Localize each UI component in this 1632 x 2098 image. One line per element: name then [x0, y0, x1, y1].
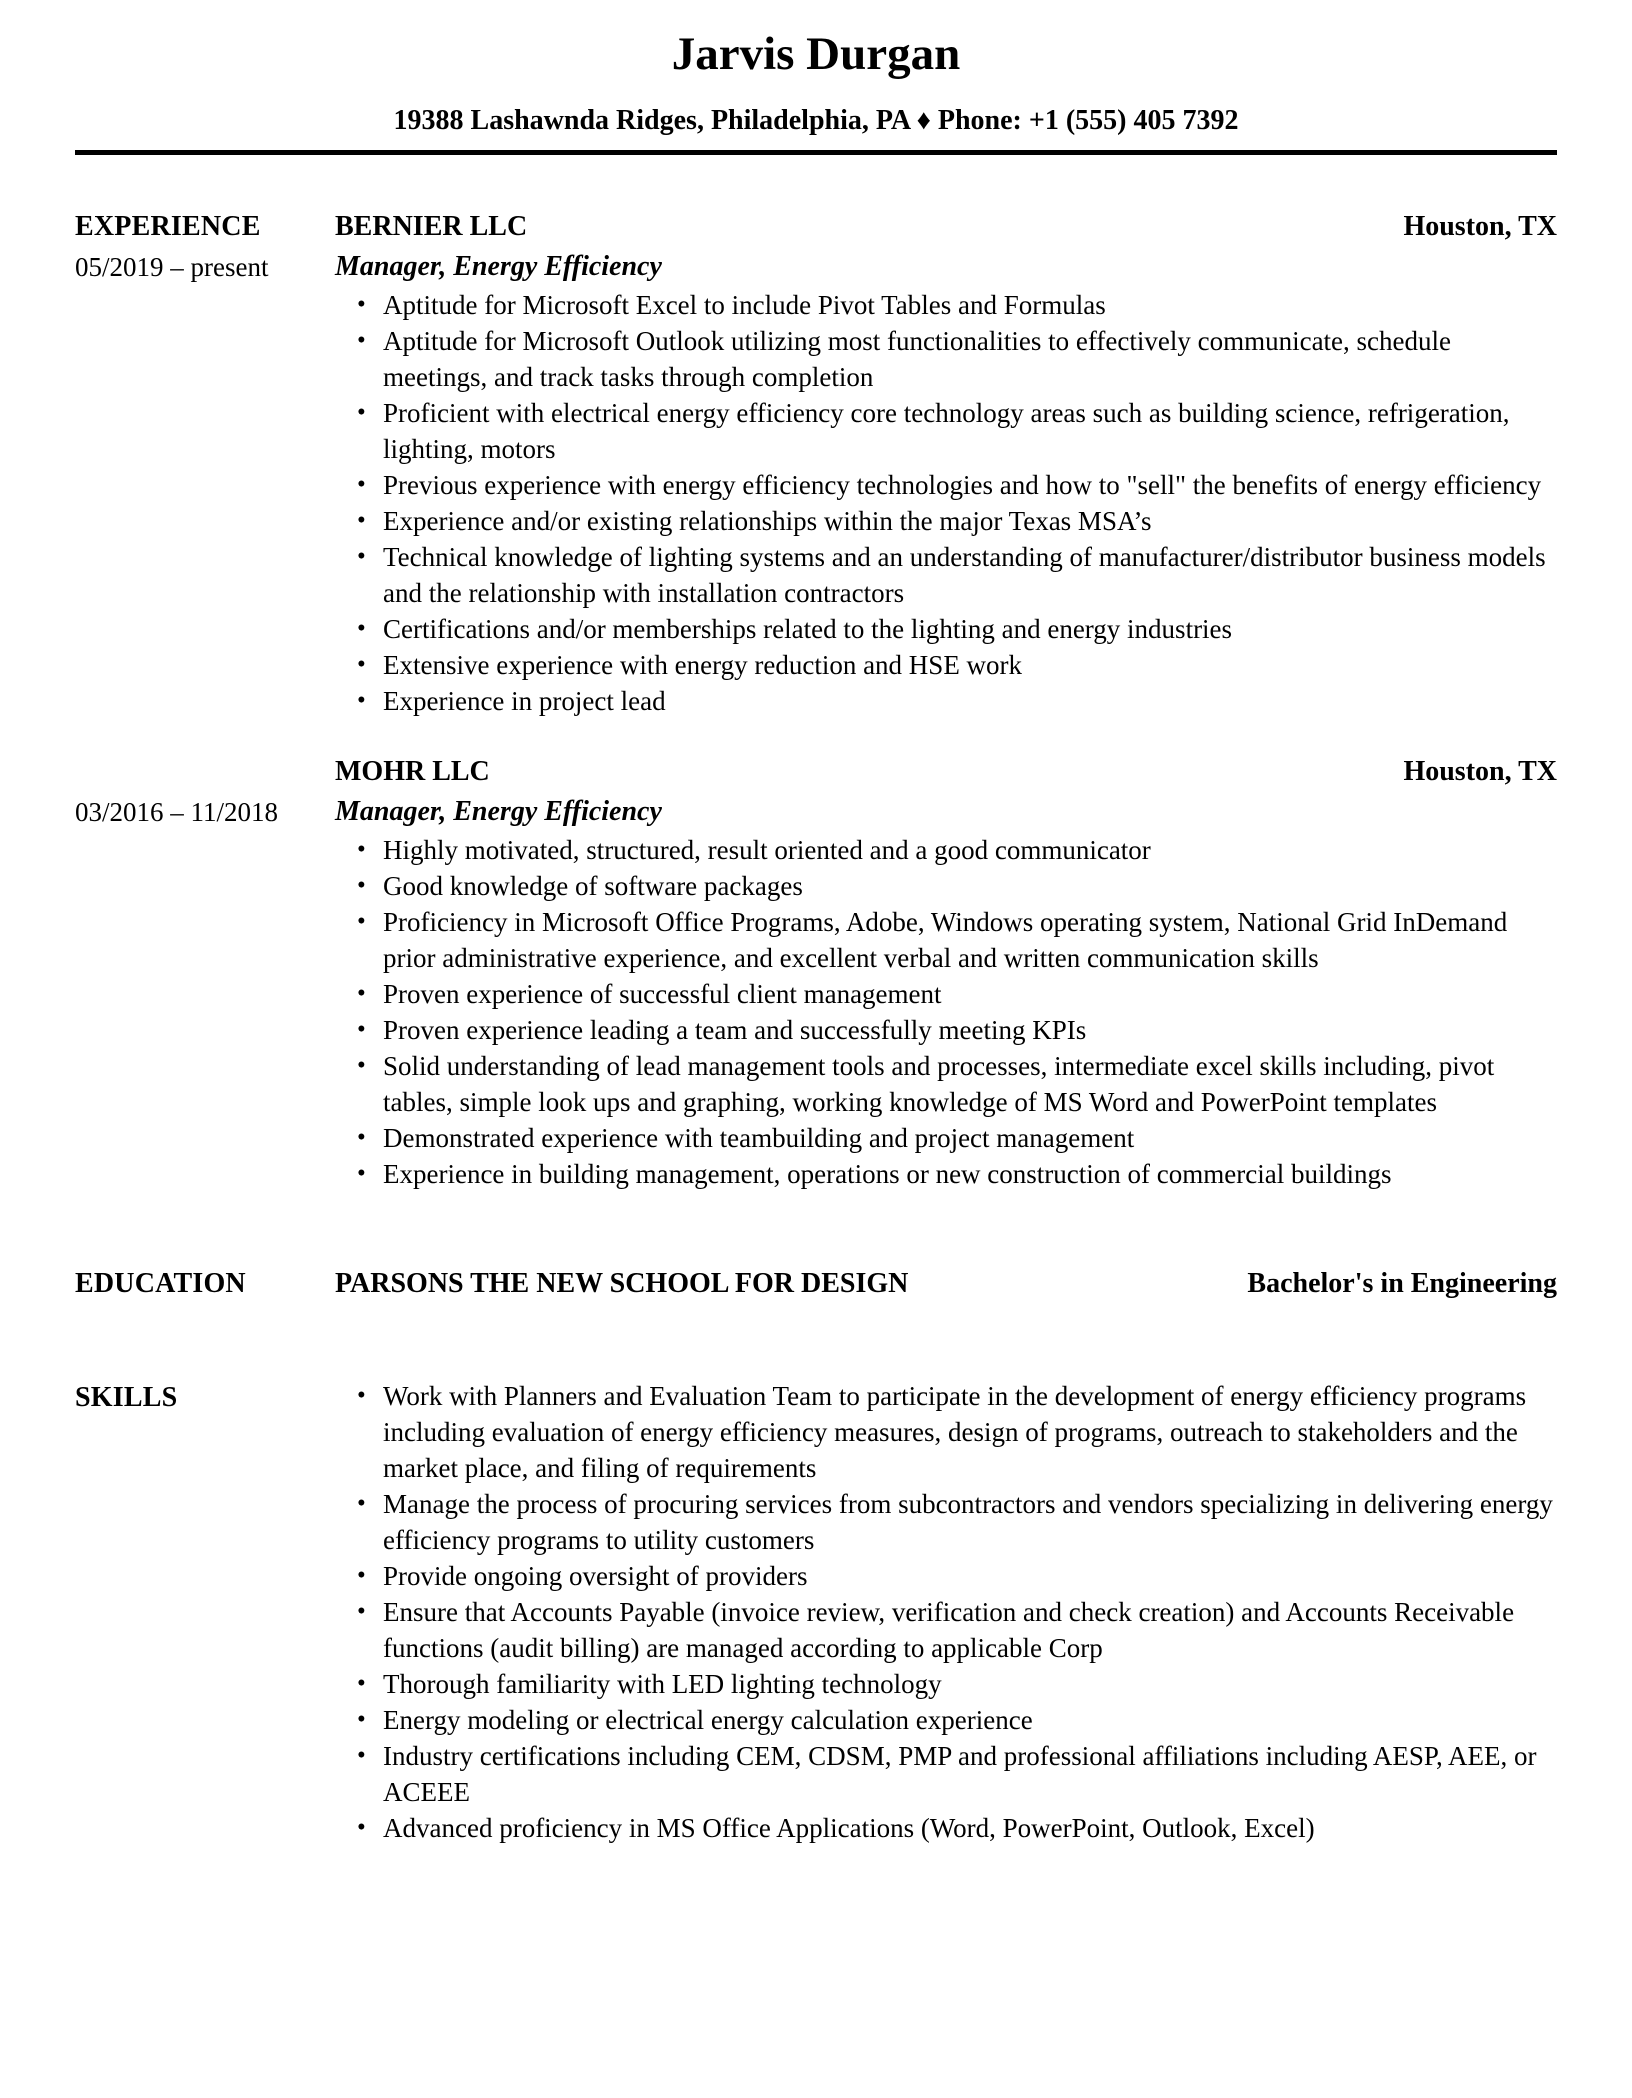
bullet-item: • Experience and/or existing relationships within the major Texas MSA’s [383, 503, 1557, 539]
bullet-item: • Highly motivated, structured, result oriented and a good communicator [383, 832, 1557, 868]
bullet-item: • Advanced proficiency in MS Office Applications (Word, PowerPoint, Outlook, Excel) [383, 1810, 1557, 1846]
bullet-item: • Technical knowledge of lighting systems and an understanding of manufacturer/distributor business models and the relationship with installation contractors [383, 539, 1557, 611]
education-content [335, 1264, 1557, 1304]
bullet-item: • Thorough familiarity with LED lighting technology [383, 1666, 1557, 1702]
bullet-item: • Demonstrated experience with teambuilding and project management [383, 1120, 1557, 1156]
bullet-item: • Solid understanding of lead management tools and processes, intermediate excel skills including, pivot tables, simple look ups and graphing, working knowledge of MS Word and PowerPoint templates [383, 1048, 1557, 1120]
job-bullets-mohr [335, 832, 1557, 1192]
experience-job-mohr [75, 752, 1557, 1192]
company-name-bernier: BERNIER LLC [335, 211, 528, 243]
person-name: Jarvis Durgan [671, 28, 961, 80]
header-divider [75, 150, 1557, 155]
job-dates-bernier: 05/2019 – present [75, 252, 269, 283]
bullet-item: • Certifications and/or memberships related to the lighting and energy industries [383, 611, 1557, 647]
school-name: PARSONS THE NEW SCHOOL FOR DESIGN [335, 1268, 909, 1300]
bullet-item: • Work with Planners and Evaluation Team to participate in the development of energy efficiency programs including evaluation of energy efficiency measures, design of programs, outreach to stakeholders and the market place, and filing of requirements [383, 1378, 1557, 1486]
experience-job-bernier [75, 207, 1557, 719]
education-left-column [75, 1264, 335, 1304]
job-location-mohr: Houston, TX [1403, 756, 1557, 788]
job-location-bernier: Houston, TX [1403, 211, 1557, 243]
bullet-item: • Proven experience leading a team and successfully meeting KPIs [383, 1012, 1557, 1048]
contact-line: 19388 Lashawnda Ridges, Philadelphia, PA ♦ Phone: +1 (555) 405 7392 [393, 105, 1239, 137]
bullet-item: • Experience in project lead [383, 683, 1557, 719]
bullet-item: • Proven experience of successful client management [383, 976, 1557, 1012]
bullet-item: • Previous experience with energy efficiency technologies and how to "sell" the benefits of energy efficiency [383, 467, 1557, 503]
bullet-item: • Ensure that Accounts Payable (invoice review, verification and check creation) and Accounts Receivable functions (audit billing) are managed according to applicable Corp [383, 1594, 1557, 1666]
bullet-item: • Proficient with electrical energy efficiency core technology areas such as building science, refrigeration, lighting, motors [383, 395, 1557, 467]
experience-job-content [335, 207, 1557, 719]
bullet-item: • Energy modeling or electrical energy calculation experience [383, 1702, 1557, 1738]
skills-left-column [75, 1378, 335, 1418]
job-head-mohr [335, 752, 1557, 792]
bullet-item: • Proficiency in Microsoft Office Programs, Adobe, Windows operating system, National Grid InDemand prior administrative experience, and excellent verbal and written communication skills [383, 904, 1557, 976]
job-head-bernier [335, 207, 1557, 247]
experience-left-column [75, 207, 335, 287]
section-label-education: EDUCATION [75, 1268, 246, 1300]
skills-section [75, 1378, 1557, 1846]
experience-job-content-2 [335, 752, 1557, 1192]
experience-left-column-2 [75, 752, 335, 832]
job-bullets-bernier [335, 287, 1557, 719]
bullet-item: • Experience in building management, operations or new construction of commercial buildings [383, 1156, 1557, 1192]
bullet-item: • Aptitude for Microsoft Excel to include Pivot Tables and Formulas [383, 287, 1557, 323]
skills-content [335, 1378, 1557, 1846]
job-dates-mohr: 03/2016 – 11/2018 [75, 797, 279, 828]
job-title-mohr: Manager, Energy Efficiency [335, 796, 662, 828]
skills-bullets [335, 1378, 1557, 1846]
resume-header [75, 26, 1557, 155]
label-spacer [75, 752, 335, 792]
section-label-skills: SKILLS [75, 1382, 178, 1414]
bullet-item: • Provide ongoing oversight of providers [383, 1558, 1557, 1594]
company-name-mohr: MOHR LLC [335, 756, 490, 788]
resume-body [75, 207, 1557, 1846]
bullet-item: • Aptitude for Microsoft Outlook utilizing most functionalities to effectively communicate, schedule meetings, and track tasks through completion [383, 323, 1557, 395]
education-head [335, 1264, 1557, 1304]
education-section [75, 1264, 1557, 1304]
degree-name: Bachelor's in Engineering [1247, 1268, 1557, 1300]
section-label-experience: EXPERIENCE [75, 211, 261, 243]
bullet-item: • Good knowledge of software packages [383, 868, 1557, 904]
bullet-item: • Extensive experience with energy reduction and HSE work [383, 647, 1557, 683]
bullet-item: • Manage the process of procuring services from subcontractors and vendors specializing in delivering energy efficiency programs to utility customers [383, 1486, 1557, 1558]
bullet-item: • Industry certifications including CEM, CDSM, PMP and professional affiliations including AESP, AEE, or ACEEE [383, 1738, 1557, 1810]
job-title-bernier: Manager, Energy Efficiency [335, 251, 662, 283]
